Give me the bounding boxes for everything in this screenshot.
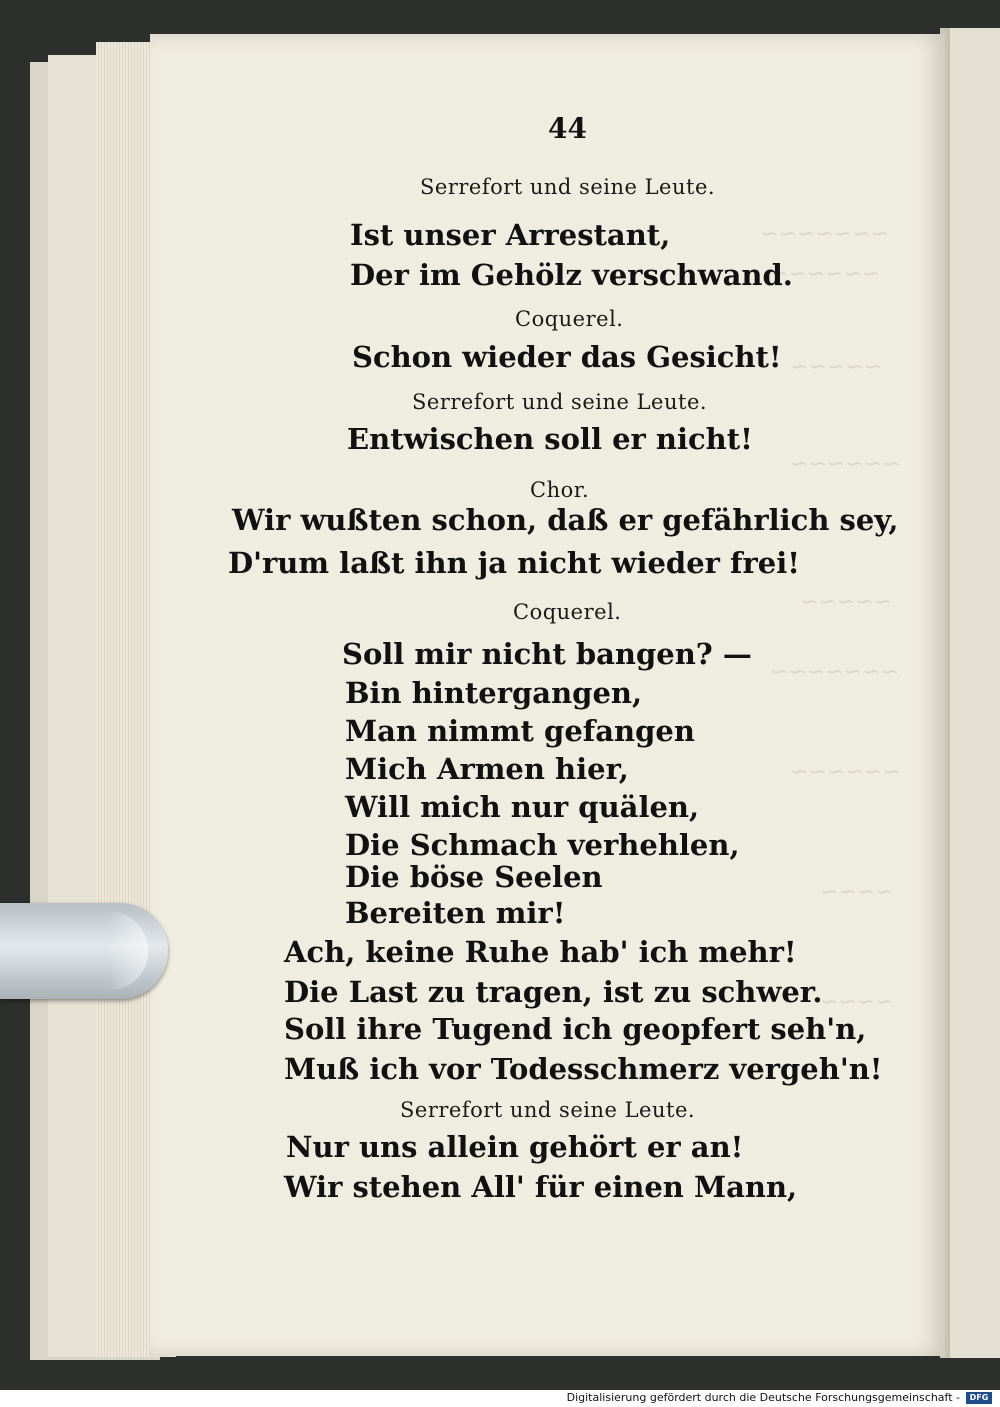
verse-line: Man nimmt gefangen	[345, 714, 695, 748]
speaker-heading: Coquerel.	[515, 307, 624, 331]
speaker-heading: Coquerel.	[513, 600, 622, 624]
verse-line: Entwischen soll er nicht!	[347, 422, 753, 456]
show-through-text: ~~~~	[820, 880, 894, 905]
show-through-text: ~~~~~~	[790, 452, 901, 477]
verse-line: Will mich nur quälen,	[345, 790, 700, 824]
verse-line: Wir stehen All' für einen Mann,	[284, 1170, 798, 1204]
verse-line: Der im Gehölz verschwand.	[350, 258, 793, 292]
facing-page-edge	[950, 28, 1000, 1358]
verse-line: Soll mir nicht bangen? —	[342, 637, 752, 671]
speaker-heading: Serrefort und seine Leute.	[400, 1098, 696, 1122]
verse-line: Muß ich vor Todesschmerz vergeh'n!	[284, 1052, 883, 1086]
show-through-text: ~~~~~~	[770, 262, 881, 287]
verse-line: Mich Armen hier,	[345, 752, 629, 786]
verse-line: Soll ihre Tugend ich geopfert seh'n,	[284, 1012, 867, 1046]
verse-line: Die Schmach verhehlen,	[345, 828, 740, 862]
speaker-heading: Serrefort und seine Leute.	[420, 175, 716, 199]
speaker-heading: Chor.	[530, 478, 590, 502]
verse-line: Ach, keine Ruhe hab' ich mehr!	[284, 935, 797, 969]
speaker-heading: Serrefort und seine Leute.	[412, 390, 708, 414]
verse-line: Die böse Seelen	[345, 860, 603, 894]
show-through-text: ~~~~~	[800, 590, 893, 615]
verse-line: Die Last zu tragen, ist zu schwer.	[284, 975, 823, 1009]
verse-line: Bin hintergangen,	[345, 676, 643, 710]
verse-line: Wir wußten schon, daß er gefährlich sey,	[232, 503, 899, 537]
page-number: 44	[548, 112, 587, 145]
verse-line: D'rum laßt ihn ja nicht wieder frei!	[228, 546, 800, 580]
verse-line: Ist unser Arrestant,	[350, 218, 671, 252]
attribution-text: Digitalisierung gefördert durch die Deutsche Forschungsgemeinschaft -	[566, 1391, 960, 1404]
verse-line: Schon wieder das Gesicht!	[352, 340, 782, 374]
verse-line: Nur uns allein gehört er an!	[286, 1130, 744, 1164]
show-through-text: ~~~~~~~	[770, 660, 900, 685]
attribution-footer	[0, 1390, 1000, 1407]
verse-line: Bereiten mir!	[345, 896, 566, 930]
show-through-text: ~~~~~~~	[760, 222, 890, 247]
show-through-text: ~~~~	[820, 990, 894, 1015]
show-through-text: ~~~~~~	[790, 760, 901, 785]
dfg-logo: DFG	[966, 1392, 992, 1404]
show-through-text: ~~~~~	[790, 355, 883, 380]
